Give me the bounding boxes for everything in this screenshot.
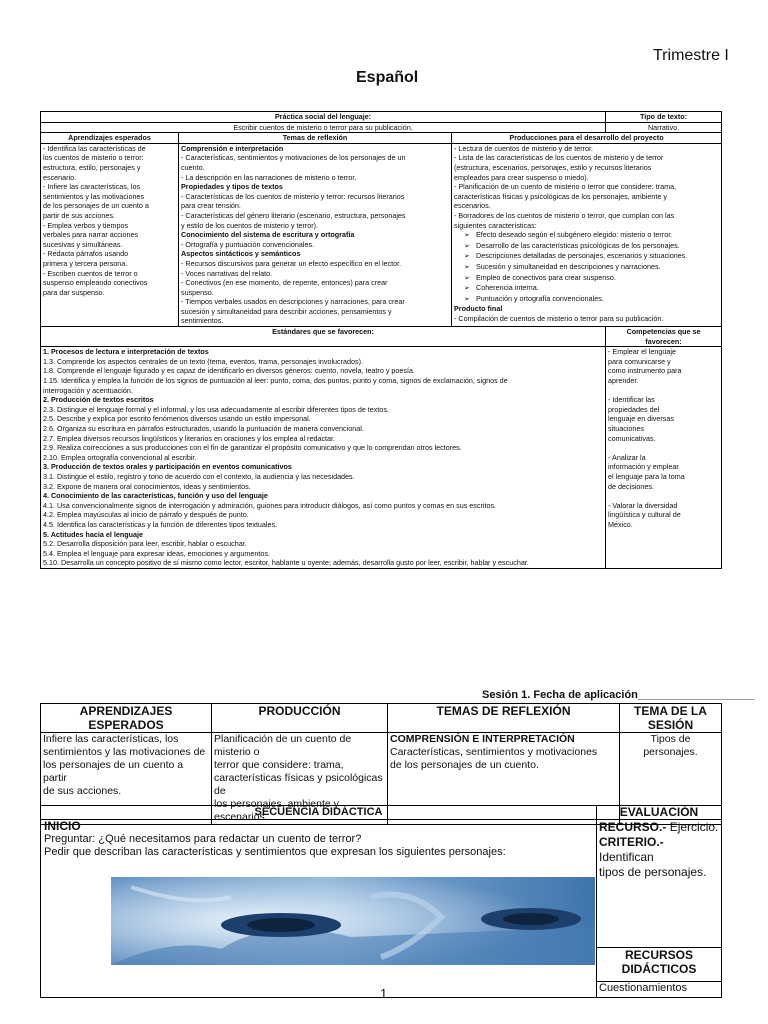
competencia-line: - Analizar la xyxy=(608,452,646,462)
competencia-line: propiedades del xyxy=(608,404,660,414)
tema-line: Propiedades y tipos de textos xyxy=(181,182,283,192)
aprendizaje-line: escenario. xyxy=(43,172,77,182)
estandar-line: 5.2. Desarrolla disposición para leer, escribir, hablar o escuchar. xyxy=(43,539,247,549)
aprendizaje-line: verbales para narrar acciones xyxy=(43,230,139,240)
estandar-line: 4.2. Emplea mayúsculas al inicio de párrafo y después de punto. xyxy=(43,510,249,520)
competencia-line: como instrumento para xyxy=(608,366,682,376)
produccion-bullet: ➢ Descripciones detalladas de personajes, escenarios y situaciones. xyxy=(454,251,719,262)
inicio-instruction: Pedir que describan las características y sentimientos que expresan los siguientes personajes: xyxy=(44,846,506,858)
tema-line: cuento. xyxy=(181,162,205,172)
inicio-question: Preguntar: ¿Qué necesitamos para redactar un cuento de terror? xyxy=(44,833,362,845)
sesion-aprendizaje-line: Infiere las características, los xyxy=(43,733,179,745)
aprendizaje-line: de los personajes de un cuento a xyxy=(43,201,149,211)
col-aprendizajes: Aprendizajes esperados xyxy=(41,133,179,144)
estandar-line: 2.10. Emplea ortografía convencional al escribir. xyxy=(43,452,197,462)
sesion-aprendizaje-line: los personajes de un cuento a partir xyxy=(43,759,184,784)
recurso-value: Ejercicio. xyxy=(669,820,719,834)
estandar-line: 4.1. Usa convencionalmente signos de interrogación y admiración, guiones para introducir diálogos, así como puntos y comas en sus escritos. xyxy=(43,500,497,510)
tema-line: para crear tensión. xyxy=(181,201,241,211)
tema-line: y estilo de los cuentos de misterio y terror). xyxy=(181,220,319,230)
produccion-bullet: ➢ Sucesión y simultaneidad en descripciones y narraciones. xyxy=(454,262,719,273)
competencia-line: información y emplear xyxy=(608,462,679,472)
competencia-line: lingüística y cultural de xyxy=(608,510,681,520)
tema-line: Aspectos sintácticos y semánticos xyxy=(181,249,301,259)
sesion-fecha-label: Sesión 1. Fecha de aplicación___________________ xyxy=(482,689,755,701)
competencia-line xyxy=(608,386,719,396)
estandar-line: 2. Producción de textos escritos xyxy=(43,395,154,405)
aprendizaje-line: - Emplea verbos y tiempos xyxy=(43,220,129,230)
recursos-didacticos-label xyxy=(597,948,722,982)
estandar-line: 2.9. Realiza correcciones a sus producciones con el fin de garantizar el propósito comunicativo y que lo comprendan otros lectores. xyxy=(43,443,462,453)
estandar-line: 5.4. Emplea el lenguaje para expresar ideas, emociones y argumentos. xyxy=(43,548,270,558)
recurso-label: RECURSO.- xyxy=(599,820,667,834)
estandar-line: 3. Producción de textos orales y participación en eventos comunicativos xyxy=(43,462,292,472)
aprendizaje-line: para dar suspenso. xyxy=(43,287,105,297)
estandares-label: Estándares que se favorecen: xyxy=(41,327,606,347)
tema-line: - Características del género literario (escenario, estructura, personajes xyxy=(181,210,406,220)
aprendizaje-line: primera y tercera persona. xyxy=(43,258,128,268)
estandar-line: 1.3. Comprende los aspectos centrales de un texto (tema, eventos, trama, personajes involucrados). xyxy=(43,356,364,366)
aprendizaje-line: estructura, estilo, personajes y xyxy=(43,162,141,172)
competencia-line: comunicativas. xyxy=(608,433,656,443)
tema-line: Conocimiento del sistema de escritura y ortografía xyxy=(181,230,355,240)
evaluacion-title: EVALUACIÓN xyxy=(597,806,722,820)
sesion-tema: Tipos de personajes. xyxy=(620,733,722,825)
produccion-bullet: ➢ Empleo de conectivos para crear suspenso. xyxy=(454,273,719,284)
estandar-line: 3.1. Distingue el estilo, registro y tono de acuerdo con el contexto, la audiencia y las necesidades. xyxy=(43,471,355,481)
aprendizaje-line: suspenso empleando conectivos xyxy=(43,278,148,288)
estandares-cell xyxy=(41,347,606,569)
competencia-line: - Valorar la diversidad xyxy=(608,500,678,510)
competencia-line xyxy=(608,443,719,453)
col-temas-reflexion: TEMAS DE REFLEXIÓN xyxy=(388,704,620,733)
competencia-line xyxy=(608,491,719,501)
estandar-line: 1. Procesos de lectura e interpretación de textos xyxy=(43,347,209,357)
col-produccion: PRODUCCIÓN xyxy=(212,704,388,733)
aprendizaje-line: los cuentos de misterio o terror: xyxy=(43,153,144,163)
aprendizaje-line: - Redacta párrafos usando xyxy=(43,249,129,259)
estandar-line: 5. Actitudes hacia el lenguaje xyxy=(43,529,143,539)
tema-line: - Características de los cuentos de misterio y terror: recursos literarios xyxy=(181,191,405,201)
produccion-line: - Planificación de un cuento de misterio o terror que considere: trama, xyxy=(454,182,677,192)
aprendizajes-cell xyxy=(41,143,179,326)
estandar-line: 2.7. Emplea diversos recursos lingüísticos y literarios en oraciones y los emplea al redactar. xyxy=(43,433,336,443)
tema-line: - Tiempos verbales usados en descripciones y narraciones, para crear xyxy=(181,297,405,307)
sesion-produccion-line: terror que considere: trama, xyxy=(214,759,344,771)
sesion-tema-line: de los personajes de un cuento. xyxy=(390,759,539,771)
evaluacion-cell xyxy=(597,820,722,948)
secuencia-title: SECUENCIA DIDÁCTICA xyxy=(41,806,597,820)
secuencia-table xyxy=(40,805,722,998)
competencia-line: de decisiones. xyxy=(608,481,654,491)
sesion-produccion-line: características físicas y psicológicas de xyxy=(214,772,383,797)
tema-line: - Conectivos (en ese momento, de repente, entonces) para crear xyxy=(181,278,388,288)
criterio-label: CRITERIO.- xyxy=(599,835,664,849)
col-aprendizajes-esperados: APRENDIZAJES ESPERADOS xyxy=(41,704,212,733)
competencias-cell xyxy=(606,347,722,569)
estandar-line: 4. Conocimiento de las características, función y uso del lenguaje xyxy=(43,491,268,501)
tema-line: - Voces narrativas del relato. xyxy=(181,268,273,278)
criterio-value-2: tipos de personajes. xyxy=(599,865,707,879)
tipo-texto-label: Tipo de texto: xyxy=(606,112,722,123)
aprendizaje-line: - Infiere las características, los xyxy=(43,182,141,192)
producto-final-text: - Compilación de cuentos de misterio o terror para su publicación. xyxy=(454,313,664,323)
recursos-label-1: RECURSOS xyxy=(624,948,693,962)
competencia-line: - Identificar las xyxy=(608,395,655,405)
tema-line: - Recursos discursivos para generar un efecto específico en el lector. xyxy=(181,258,402,268)
tema-line: - Características, sentimientos y motivaciones de los personajes de un xyxy=(181,153,406,163)
criterio-value: Identifican xyxy=(599,850,654,864)
character-face-image xyxy=(111,877,595,965)
col-temas: Temas de reflexión xyxy=(179,133,452,144)
competencia-line: el lenguaje para la toma xyxy=(608,471,685,481)
estandar-line: 1.8. Comprende el lenguaje figurado y es capaz de identificarlo en diversos géneros: cuento, novela, teatro y poesía. xyxy=(43,366,415,376)
sesion-produccion-line: los personajes, ambiente y escenarios. xyxy=(214,798,339,823)
produccion-bullet: ➢ Puntuación y ortografía convencionales. xyxy=(454,294,719,305)
estandar-line: 2.5. Describe y explica por escrito fenómenos diversos usando un estilo impersonal. xyxy=(43,414,311,424)
tipo-texto-value: Narrativo. xyxy=(606,122,722,133)
page-title: Español xyxy=(356,69,419,86)
sesion-temas-heading: COMPRENSIÓN E INTERPRETACIÓN xyxy=(390,733,575,745)
estandar-line: 2.3. Distingue el lenguaje formal y el informal, y los usa adecuadamente al escribir diferentes tipos de textos. xyxy=(43,404,389,414)
practica-label: Práctica social del lenguaje: xyxy=(41,112,606,123)
competencia-line: México. xyxy=(608,519,633,529)
recursos-label-2: DIDÁCTICOS xyxy=(621,962,697,976)
produccion-bullet: ➢ Coherencia interna. xyxy=(454,283,719,294)
competencia-line: situaciones xyxy=(608,424,644,433)
aprendizaje-line: sucesivas y simultáneas. xyxy=(43,239,123,249)
aprendizaje-line: partir de sus acciones. xyxy=(43,210,115,220)
planning-table xyxy=(40,111,722,569)
estandar-line: 5.10. Desarrolla un concepto positivo de sí mismo como lector, escritor, hablante u oyente; además, desarrolla gusto por leer, escribir, hablar y escuchar. xyxy=(43,558,529,568)
produccion-line: - Borradores de los cuentos de misterio o terror, que cumplan con las xyxy=(454,210,675,220)
produccion-line: características físicas y psicológicas de los personajes, ambiente y xyxy=(454,191,667,201)
produccion-line: escenarios. xyxy=(454,201,491,211)
tema-line: Comprensión e interpretación xyxy=(181,143,284,153)
produccion-line: - Lectura de cuentos de misterio y de terror. xyxy=(454,143,594,153)
aprendizaje-line: sentimientos y las motivaciones xyxy=(43,191,145,201)
produccion-bullet: ➢ Efecto deseado según el subgénero elegido: misterio o terror. xyxy=(454,230,719,241)
producto-final-label: Producto final xyxy=(454,304,503,314)
sesion-aprendizaje-line: de sus acciones. xyxy=(43,785,122,797)
producciones-cell xyxy=(452,143,722,326)
tema-line: sentimientos. xyxy=(181,316,224,326)
col-producciones: Producciones para el desarrollo del proyecto xyxy=(452,133,722,144)
sesion-produccion-line: Planificación de un cuento de misterio o xyxy=(214,733,352,758)
competencia-line: para comunicarse y xyxy=(608,356,671,366)
col-tema-sesion: TEMA DE LA SESIÓN xyxy=(620,704,722,733)
estandar-line: 1.15. Identifica y emplea la función de los signos de puntuación al leer: punto, coma, dos puntos, punto y coma, signos de exclamación, signos de xyxy=(43,376,508,386)
competencias-label: Competencias que se favorecen: xyxy=(606,327,722,347)
sesion-aprendizaje-line: sentimientos y las motivaciones de xyxy=(43,746,206,758)
aprendizaje-line: - Identifica las características de xyxy=(43,143,146,153)
aprendizaje-line: - Escriben cuentos de terror o xyxy=(43,268,138,278)
produccion-bullet: ➢ Desarrollo de las características psicológicas de los personajes. xyxy=(454,241,719,252)
secuencia-body xyxy=(41,820,597,998)
inicio-heading: INICIO xyxy=(44,819,81,833)
trimestre-label: Trimestre I xyxy=(653,47,729,64)
competencia-line: - Emplear el lenguaje xyxy=(608,347,676,357)
cuestionamientos: Cuestionamientos xyxy=(597,982,722,998)
tema-line: - Ortografía y puntuación convencionales. xyxy=(181,239,315,249)
produccion-line: (estructura, escenarios, personajes, estilo y recursos literarios xyxy=(454,162,652,172)
produccion-line: empleados para crear suspenso o miedo). xyxy=(454,172,589,182)
tema-line: - La descripción en las narraciones de misterio o terror. xyxy=(181,172,357,182)
competencia-line: lenguaje en diversas xyxy=(608,414,674,424)
tema-line: sucesión y simultaneidad para describir acciones, pensamientos y xyxy=(181,306,392,316)
estandar-line: 4.5. Identifica las características y la función de diferentes tipos textuales. xyxy=(43,519,278,529)
produccion-line: - Lista de las características de los cuentos de misterio y de terror xyxy=(454,153,664,163)
temas-cell xyxy=(179,143,452,326)
page-number: 1 xyxy=(380,986,388,1001)
estandar-line: interrogación y acentuación. xyxy=(43,385,133,395)
practica-value: Escribir cuentos de misterio o terror para su publicación. xyxy=(41,122,606,133)
produccion-line: siguientes características: xyxy=(454,220,537,230)
estandar-line: 2.6. Organiza su escritura en párrafos estructurados, usando la puntuación de manera convencional. xyxy=(43,424,364,433)
estandar-line: 3.2. Expone de manera oral conocimientos, ideas y sentimientos. xyxy=(43,481,251,491)
tema-line: suspenso. xyxy=(181,287,214,297)
competencia-line: aprender. xyxy=(608,376,639,386)
sesion-tema-line: Características, sentimientos y motivaciones xyxy=(390,746,598,758)
